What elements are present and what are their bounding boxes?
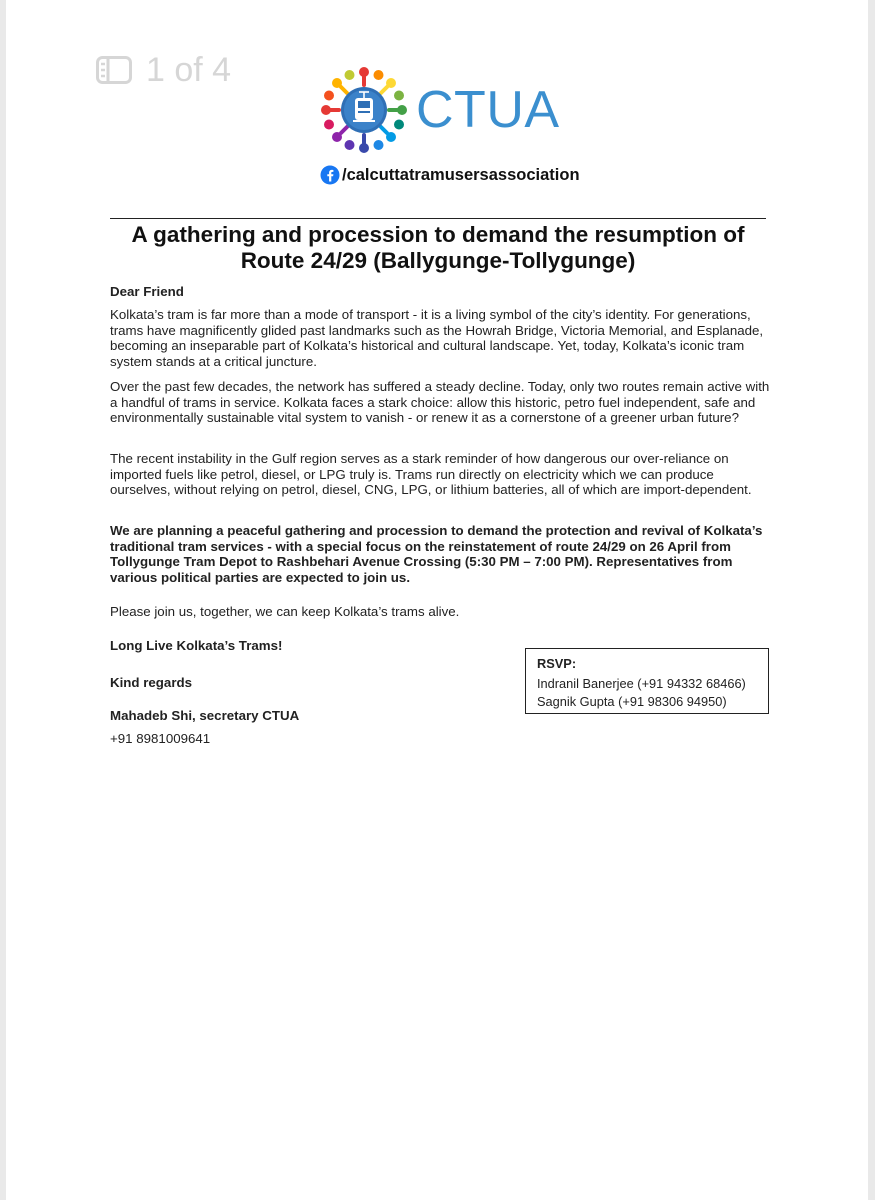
page-counter-label: 1 of 4 bbox=[146, 50, 232, 89]
paragraph-2: Over the past few decades, the network has suffered a steady decline. Today, only two routes remain active with a handful of trams in service. Kolkata faces a stark choice: allow this historic, petro fuel independent, safe and environmentally sustainable vital system to vanish - or renew it as a cornerstone of a greener urban future? bbox=[110, 379, 770, 425]
document-title-line1: A gathering and procession to demand the resumption of bbox=[131, 222, 745, 247]
ctua-tram-logo-icon bbox=[318, 64, 410, 156]
slogan: Long Live Kolkata’s Trams! bbox=[110, 638, 283, 653]
facebook-icon bbox=[320, 165, 340, 185]
paragraph-4-announcement: We are planning a peaceful gathering and procession to demand the protection and revival of Kolkata’s traditional tram services - with a special focus on the reinstatement of route 24/29 on 26 April from Tollygunge Tram Depot to Rashbehari Avenue Crossing (5:30 PM – 7:00 PM). Representatives from various political parties are expected to join us. bbox=[110, 523, 763, 585]
rsvp-contact-2: Sagnik Gupta (+91 98306 94950) bbox=[537, 694, 727, 709]
facebook-handle bbox=[320, 164, 580, 186]
facebook-handle-text: /calcuttatramusersassociation bbox=[342, 165, 580, 184]
header-divider bbox=[110, 218, 766, 219]
paragraph-3: The recent instability in the Gulf region serves as a stark reminder of how dangerous our over-reliance on imported fuels like petrol, diesel, or LPG truly is. Trams run directly on electricity which we can produce ourselves, without relying on petrol, diesel, CNG, LPG, or lithium batteries, all of which are import-dependent. bbox=[110, 451, 752, 497]
paragraph-5: Please join us, together, we can keep Kolkata’s trams alive. bbox=[110, 604, 460, 619]
rsvp-box bbox=[525, 648, 769, 714]
closing: Kind regards bbox=[110, 675, 193, 690]
salutation: Dear Friend bbox=[110, 284, 184, 299]
paragraph-1: Kolkata’s tram is far more than a mode of transport - it is a living symbol of the city’s identity. For generations, trams have magnificently glided past landmarks such as the Howrah Bridge, Victoria Memorial, and Esplanade, becoming an inseparable part of Kolkata’s historical and cultural landscape. Yet, today, Kolkata’s iconic tram system stands at a critical juncture. bbox=[110, 307, 764, 369]
rsvp-title: RSVP: bbox=[537, 656, 577, 671]
ctua-logo bbox=[318, 62, 578, 158]
document-title bbox=[110, 222, 766, 274]
signature: Mahadeb Shi, secretary CTUA bbox=[110, 708, 300, 723]
logo-text: CTUA bbox=[416, 81, 560, 139]
page-counter[interactable] bbox=[96, 52, 231, 88]
document-page bbox=[6, 0, 868, 1200]
pages-icon bbox=[96, 56, 132, 84]
rsvp-contact-1: Indranil Banerjee (+91 94332 68466) bbox=[537, 676, 746, 691]
document-title-line2: Route 24/29 (Ballygunge-Tollygunge) bbox=[240, 248, 636, 273]
signature-phone: +91 8981009641 bbox=[110, 731, 211, 746]
